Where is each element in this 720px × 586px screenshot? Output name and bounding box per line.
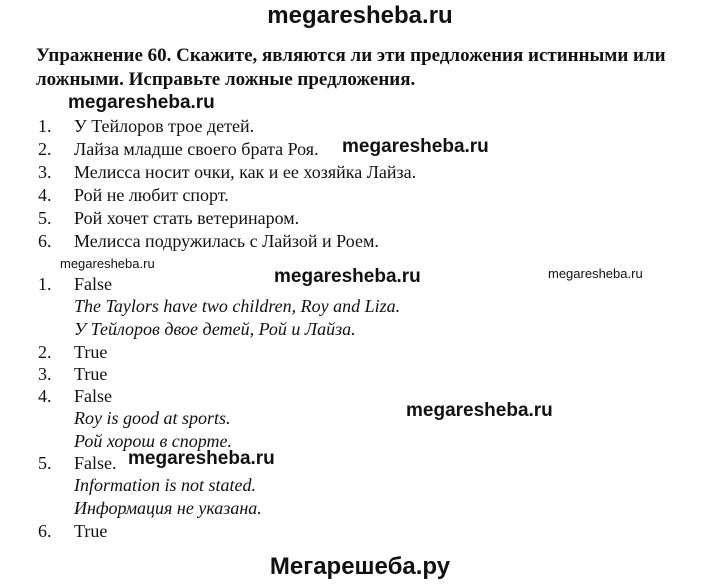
- answer-english: Roy is good at sports.: [74, 408, 231, 428]
- answer-number: 3.: [38, 364, 52, 384]
- watermark: megaresheba.ru: [60, 256, 155, 271]
- answer-russian: У Тейлоров двое детей, Рой и Лайза.: [74, 319, 356, 339]
- watermark: megaresheba.ru: [342, 136, 489, 157]
- answer-verdict: True: [74, 364, 108, 384]
- answer-english: Information is not stated.: [74, 475, 257, 495]
- exercise-heading-line1: Упражнение 60. Скажите, являются ли эти предложения истинными или: [36, 45, 666, 66]
- watermark: megaresheba.ru: [548, 266, 643, 281]
- statement-number: 2.: [38, 139, 52, 159]
- answer-number: 6.: [38, 521, 52, 541]
- answer-number: 4.: [38, 386, 52, 406]
- statement-text: Рой не любит спорт.: [74, 185, 229, 205]
- statement-number: 6.: [38, 231, 52, 251]
- statement-text: У Тейлоров трое детей.: [74, 116, 255, 136]
- watermark: megaresheba.ru: [406, 400, 553, 421]
- statement-text: Рой хочет стать ветеринаром.: [74, 208, 300, 228]
- statement-text: Мелисса подружилась с Лайзой и Роем.: [74, 231, 379, 251]
- statement-number: 3.: [38, 162, 52, 182]
- answer-verdict: True: [74, 521, 108, 541]
- statement-number: 4.: [38, 185, 52, 205]
- answer-number: 1.: [38, 274, 52, 294]
- answer-number: 5.: [38, 453, 52, 473]
- answer-verdict: False: [74, 386, 112, 406]
- answer-english: The Taylors have two children, Roy and Liza.: [74, 296, 401, 316]
- exercise-heading-line2: ложными. Исправьте ложные предложения.: [36, 69, 416, 90]
- answer-verdict: False: [74, 274, 112, 294]
- answer-russian: Рой хорош в спорте.: [74, 431, 233, 451]
- watermark: megaresheba.ru: [68, 92, 215, 113]
- watermark: megaresheba.ru: [274, 266, 421, 287]
- footer-title: Мегарешеба.ру: [269, 553, 451, 580]
- statement-number: 1.: [38, 116, 52, 136]
- watermark: megaresheba.ru: [128, 448, 275, 469]
- answer-verdict: True: [74, 342, 108, 362]
- statement-text: Мелисса носит очки, как и ее хозяйка Лайза.: [74, 162, 417, 182]
- statement-number: 5.: [38, 208, 52, 228]
- statement-text: Лайза младше своего брата Роя.: [74, 139, 319, 159]
- site-title: megaresheba.ru: [267, 2, 453, 29]
- answer-russian: Информация не указана.: [74, 498, 262, 518]
- answer-number: 2.: [38, 342, 52, 362]
- answer-verdict: False.: [74, 453, 117, 473]
